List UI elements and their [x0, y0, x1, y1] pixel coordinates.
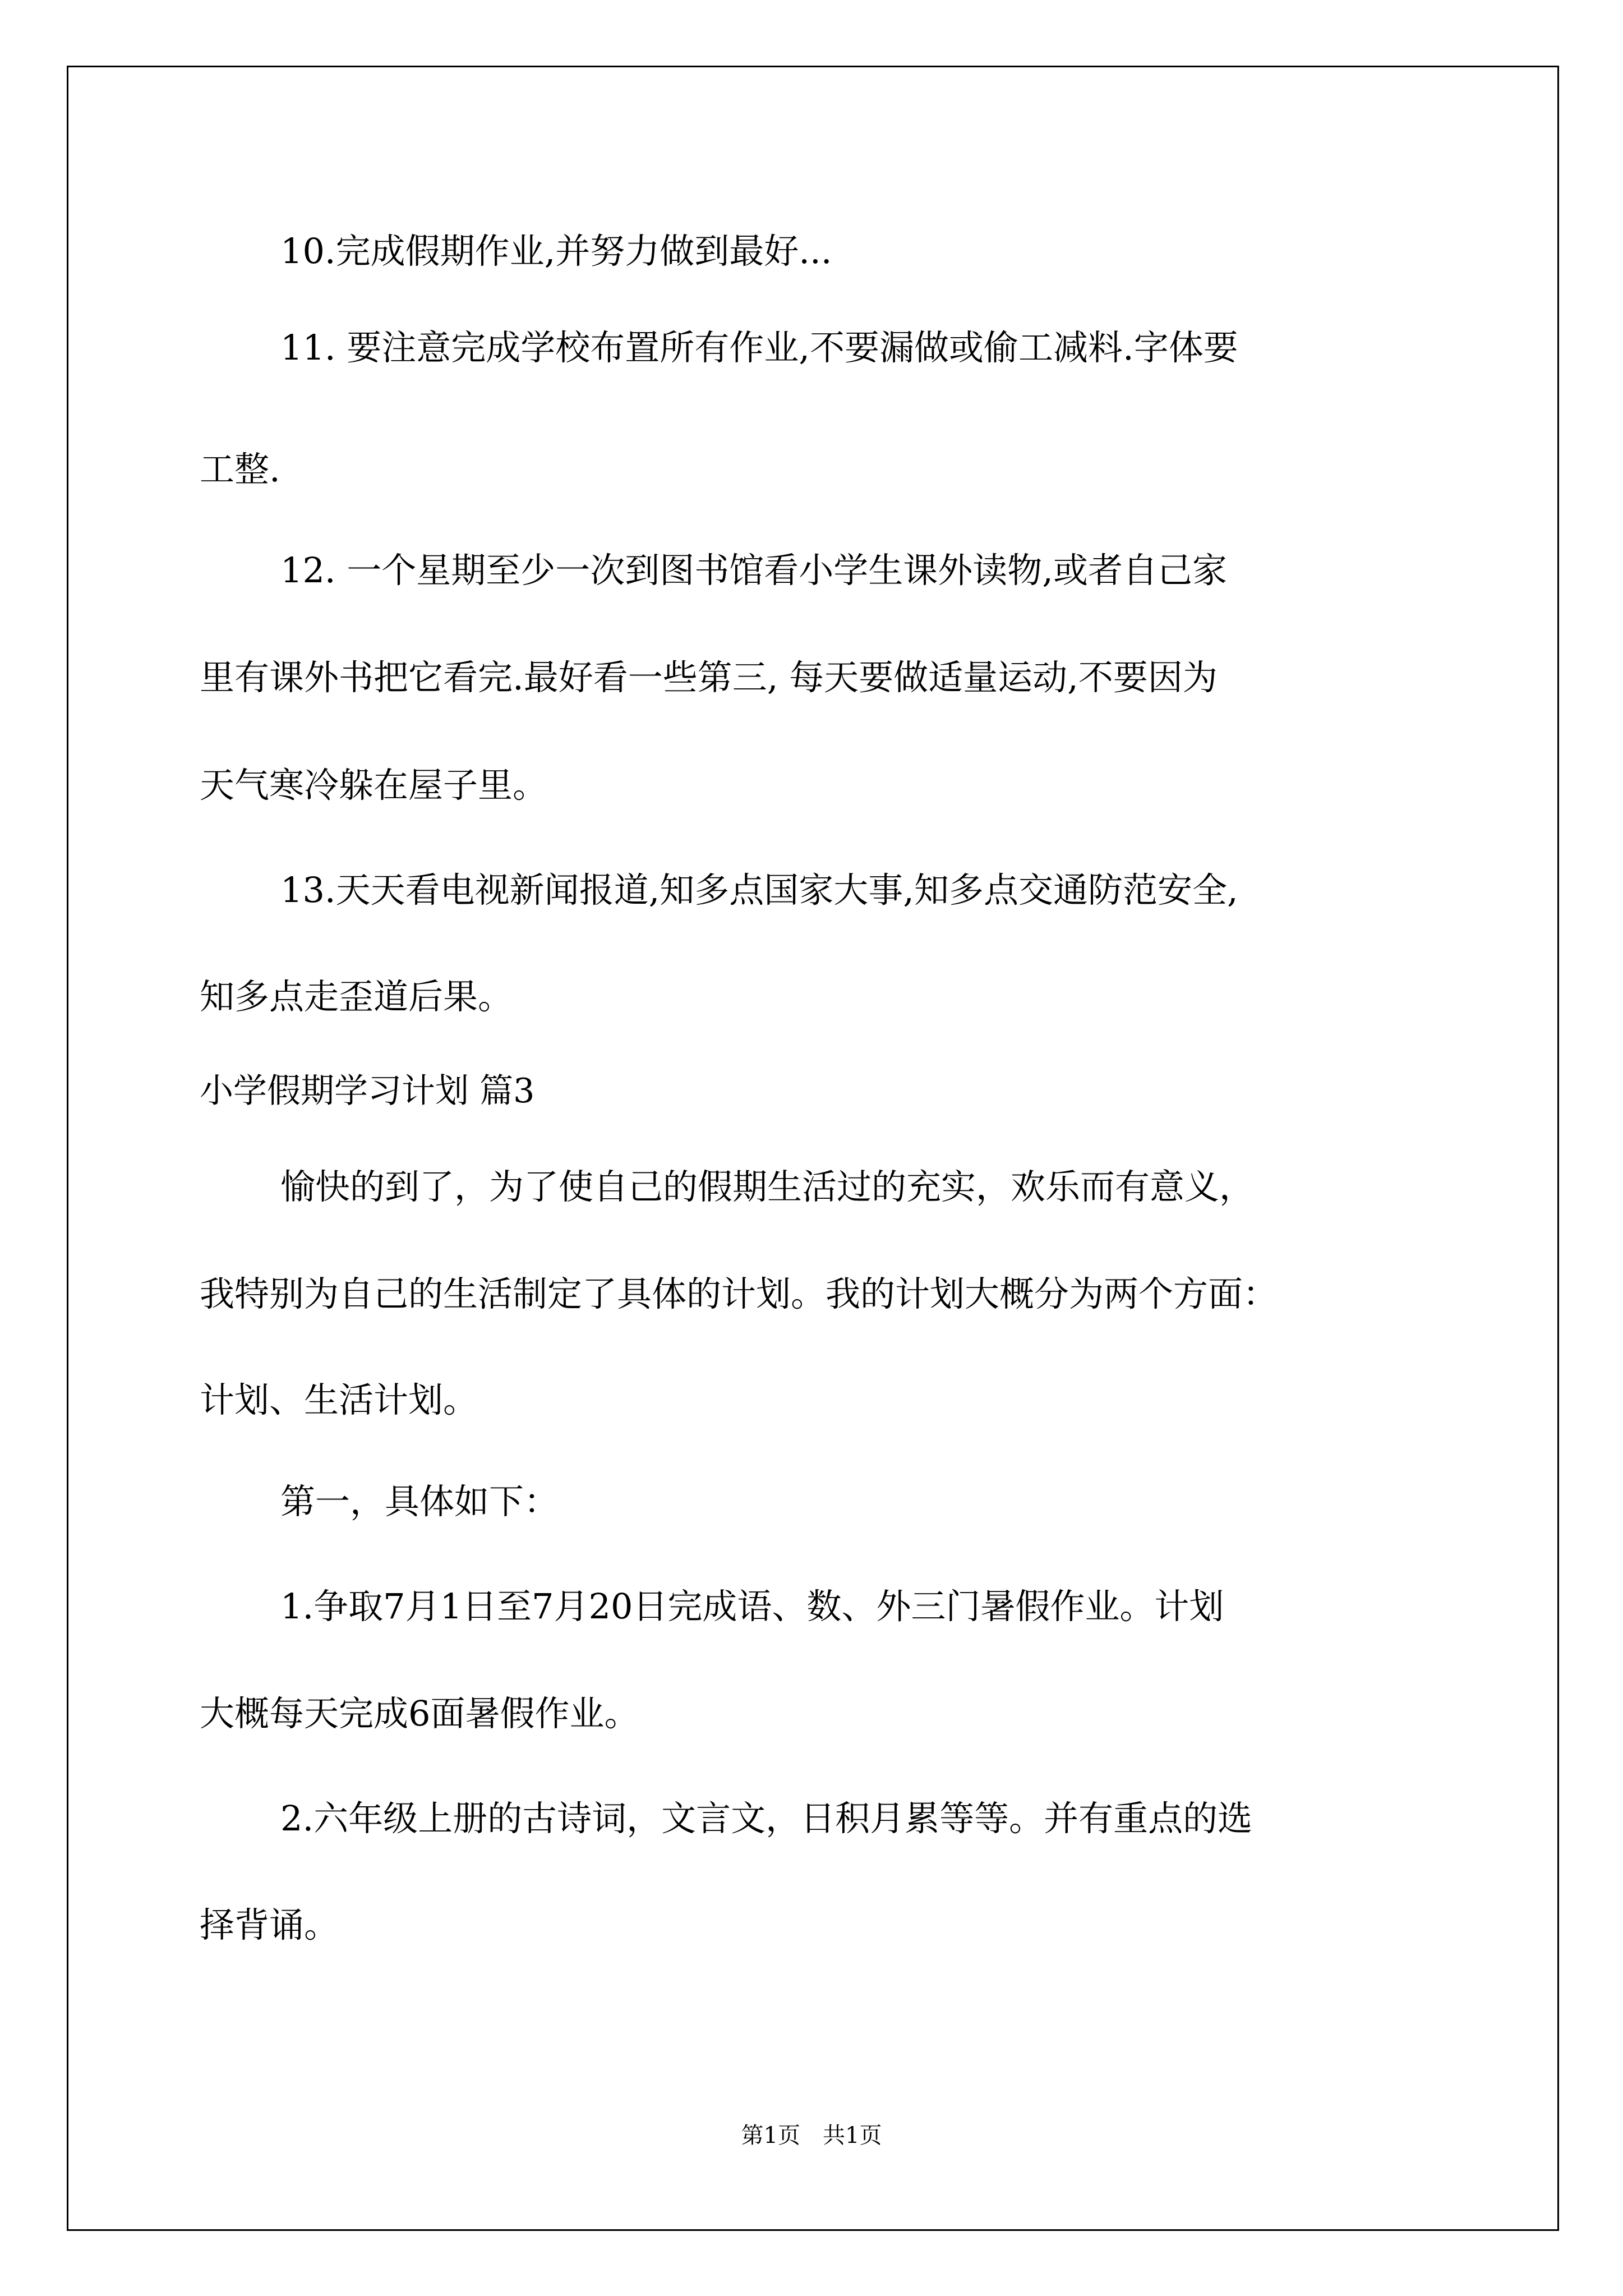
paragraph-line: 计划、生活计划。: [200, 1379, 478, 1420]
paragraph-line: 工整.: [200, 449, 280, 490]
paragraph-line: 愉快的到了，为了使自己的假期生活过的充实，欢乐而有意义，: [280, 1166, 1255, 1207]
section-heading: 小学假期学习计划 篇3: [200, 1071, 535, 1111]
page-footer: 第1页 共1页: [741, 2123, 882, 2148]
paragraph-line: 2.六年级上册的古诗词，文言文，日积月累等等。并有重点的选: [280, 1798, 1253, 1839]
paragraph-line: 12. 一个星期至少一次到图书馆看小学生课外读物,或者自己家: [280, 550, 1228, 591]
paragraph-line: 知多点走歪道后果。: [200, 976, 513, 1017]
paragraph-line: 1.争取7月1日至7月20日完成语、数、外三门暑假作业。计划: [280, 1586, 1224, 1627]
paragraph-line: 11. 要注意完成学校布置所有作业,不要漏做或偷工减料.字体要: [280, 327, 1238, 368]
paragraph-line: 10.完成假期作业,并努力做到最好...: [280, 231, 832, 272]
paragraph-line: 择背诵。: [200, 1904, 339, 1945]
paragraph-line: 里有课外书把它看完.最好看一些第三, 每天要做适量运动,不要因为: [200, 657, 1218, 698]
paragraph-line: 大概每天完成6面暑假作业。: [200, 1693, 639, 1734]
paragraph-line: 天气寒冷躲在屋子里。: [200, 765, 548, 806]
paragraph-line: 第一，具体如下：: [280, 1481, 559, 1522]
paragraph-line: 我特别为自己的生活制定了具体的计划。我的计划大概分为两个方面：: [200, 1273, 1278, 1314]
paragraph-line: 13.天天看电视新闻报道,知多点国家大事,知多点交通防范安全,: [280, 869, 1238, 910]
